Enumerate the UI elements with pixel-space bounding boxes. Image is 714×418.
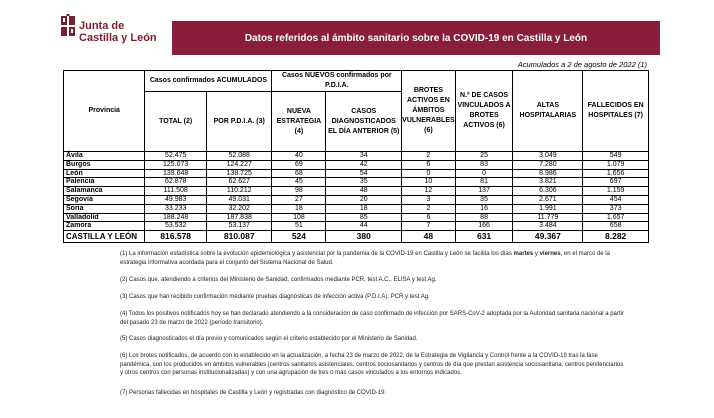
cell-brotes: 10 bbox=[402, 178, 456, 187]
cell-vinculados: 0 bbox=[455, 169, 513, 178]
cell-provincia: León bbox=[64, 169, 145, 178]
cell-provincia: Valladolid bbox=[64, 213, 145, 222]
header-fallecidos: FALLECIDOS EN HOSPITALES (7) bbox=[583, 71, 649, 152]
cell-fallecidos: 697 bbox=[583, 178, 649, 187]
cell-pdia: 52.088 bbox=[206, 152, 272, 161]
header-diagnosticados: CASOS DIAGNOSTICADOS EL DÍA ANTERIOR (5) bbox=[326, 92, 402, 152]
cell-nueva-estrategia: 18 bbox=[272, 204, 326, 213]
cell-diagnosticados: 20 bbox=[326, 195, 402, 204]
total-cell-brotes: 48 bbox=[402, 231, 456, 243]
cell-nueva-estrategia: 45 bbox=[272, 178, 326, 187]
footnote-4: (4) Todos los positivos notificados hoy se han declarado atendiendo a la consideración de caso confirmado de infección por SARS-CoV-2 adoptada por la Autoridad sanitaria nacional a partir del pasado 23 de marzo de 2022 (período transitorio). bbox=[120, 311, 624, 326]
cell-provincia: Palencia bbox=[64, 178, 145, 187]
table-row bbox=[64, 213, 649, 222]
cell-vinculados: 88 bbox=[455, 213, 513, 222]
cell-nueva-estrategia: 69 bbox=[272, 160, 326, 169]
cell-nueva-estrategia: 98 bbox=[272, 187, 326, 196]
cell-pdia: 53.137 bbox=[206, 222, 272, 231]
footnote-1-viernes: viernes bbox=[539, 251, 561, 257]
total-cell-vinculados: 631 bbox=[455, 231, 513, 243]
cell-brotes: 6 bbox=[402, 160, 456, 169]
cell-vinculados: 137 bbox=[455, 187, 513, 196]
table-row bbox=[64, 204, 649, 213]
cell-brotes: 2 bbox=[402, 152, 456, 161]
junta-logo bbox=[60, 10, 170, 56]
cell-diagnosticados: 85 bbox=[326, 213, 402, 222]
cell-altas: 2.671 bbox=[513, 195, 583, 204]
cell-brotes: 12 bbox=[402, 187, 456, 196]
total-cell-fallecidos: 8.282 bbox=[583, 231, 649, 243]
cell-fallecidos: 373 bbox=[583, 204, 649, 213]
cell-pdia: 187.838 bbox=[206, 213, 272, 222]
cell-nueva-estrategia: 40 bbox=[272, 152, 326, 161]
cell-diagnosticados: 48 bbox=[326, 187, 402, 196]
header-altas: ALTAS HOSPITALARIAS bbox=[513, 71, 583, 152]
cell-total: 62.878 bbox=[145, 178, 207, 187]
cell-nueva-estrategia: 51 bbox=[272, 222, 326, 231]
table-row bbox=[64, 160, 649, 169]
total-cell-total: 816.578 bbox=[145, 231, 207, 243]
cell-altas: 7.280 bbox=[513, 160, 583, 169]
header-group-acumulados: Casos confirmados ACUMULADOS bbox=[145, 71, 272, 92]
footnote-5: (5) Casos diagnosticados el día previo y comunicados según el criterio establecido por el Ministerio de Sanidad. bbox=[120, 336, 418, 342]
table-row bbox=[64, 152, 649, 161]
cell-diagnosticados: 44 bbox=[326, 222, 402, 231]
total-cell-nueva-estrategia: 524 bbox=[272, 231, 326, 243]
header-pdia: POR P.D.I.A. (3) bbox=[206, 92, 272, 152]
cell-nueva-estrategia: 68 bbox=[272, 169, 326, 178]
cell-brotes: 2 bbox=[402, 204, 456, 213]
cell-fallecidos: 1.656 bbox=[583, 169, 649, 178]
header-brotes: BROTES ACTIVOS EN ÁMBITOS VULNERABLES (6) bbox=[402, 71, 456, 152]
footnote-1-martes: martes bbox=[513, 251, 534, 257]
cell-total: 52.475 bbox=[145, 152, 207, 161]
cell-total: 33.233 bbox=[145, 204, 207, 213]
cell-total: 53.532 bbox=[145, 222, 207, 231]
header-total: TOTAL (2) bbox=[145, 92, 207, 152]
cell-pdia: 49.031 bbox=[206, 195, 272, 204]
cell-diagnosticados: 18 bbox=[326, 204, 402, 213]
cell-vinculados: 81 bbox=[455, 178, 513, 187]
logo-line2: Castilla y León bbox=[79, 32, 157, 44]
cell-vinculados: 83 bbox=[455, 160, 513, 169]
page-title: Datos referidos al ámbito sanitario sobre la COVID-19 en Castilla y León bbox=[244, 32, 588, 44]
header-group-nuevos: Casos NUEVOS confirmados por P.D.I.A. bbox=[272, 71, 402, 92]
cell-diagnosticados: 54 bbox=[326, 169, 402, 178]
cell-total: 139.648 bbox=[145, 169, 207, 178]
table-row bbox=[64, 222, 649, 231]
cell-altas: 6.306 bbox=[513, 187, 583, 196]
cell-fallecidos: 1.079 bbox=[583, 160, 649, 169]
header-vinculados: N.º DE CASOS VINCULADOS A BROTES ACTIVOS (6) bbox=[455, 71, 513, 152]
cell-diagnosticados: 42 bbox=[326, 160, 402, 169]
cell-altas: 11.779 bbox=[513, 213, 583, 222]
cell-pdia: 124.227 bbox=[206, 160, 272, 169]
cell-provincia: Soria bbox=[64, 204, 145, 213]
date-note: Acumulados a 2 de agosto de 2022 (1) bbox=[517, 60, 647, 69]
footnote-1-end: , en el marco de la estrategia informativa acordada para el conjunto del Sistema Nacional de Salud. bbox=[120, 251, 610, 266]
total-cell-diagnosticados: 380 bbox=[326, 231, 402, 243]
cell-fallecidos: 1.159 bbox=[583, 187, 649, 196]
total-row bbox=[64, 231, 649, 243]
cell-fallecidos: 454 bbox=[583, 195, 649, 204]
cell-provincia: Segovia bbox=[64, 195, 145, 204]
header-provincia: Provincia bbox=[64, 71, 145, 152]
cell-pdia: 62.627 bbox=[206, 178, 272, 187]
logo-line1: Junta de bbox=[79, 20, 125, 32]
cell-pdia: 32.202 bbox=[206, 204, 272, 213]
cell-vinculados: 16 bbox=[455, 204, 513, 213]
total-cell-provincia: CASTILLA Y LEÓN bbox=[64, 231, 145, 243]
table-row bbox=[64, 169, 649, 178]
cell-fallecidos: 549 bbox=[583, 152, 649, 161]
cell-total: 49.983 bbox=[145, 195, 207, 204]
table-row bbox=[64, 195, 649, 204]
cell-total: 125.073 bbox=[145, 160, 207, 169]
covid-data-table bbox=[63, 70, 649, 243]
footnote-3: (3) Casos que han recibido confirmación mediante pruebas diagnósticas de infección activa (P.D.I.A): PCR y test Ag. bbox=[120, 294, 430, 300]
cell-pdia: 110.212 bbox=[206, 187, 272, 196]
cell-provincia: Zamora bbox=[64, 222, 145, 231]
coat-of-arms-icon bbox=[60, 14, 76, 40]
cell-total: 188.248 bbox=[145, 213, 207, 222]
cell-nueva-estrategia: 108 bbox=[272, 213, 326, 222]
footnote-6: (6) Los brotes notificados, de acuerdo con lo establecido en la actualización, a fecha 23 de marzo de 2022, de la Estrategia de Vigilancia y Control frente a la COVID-19 tras la fase pandémica, son los producidos en ámbitos vulnerables (centros sanitarios asistenciales, centros sociosanitarios y centros de día que prestan asistencia sociosanitaria, centros penitenciarios y otros centros con personas institucionalizadas) y con una agrupación de tres o más casos vinculados a los entornos indicados. bbox=[120, 353, 624, 376]
cell-total: 111.508 bbox=[145, 187, 207, 196]
cell-altas: 1.991 bbox=[513, 204, 583, 213]
cell-provincia: Burgos bbox=[64, 160, 145, 169]
cell-pdia: 138.725 bbox=[206, 169, 272, 178]
table-row bbox=[64, 178, 649, 187]
table-row bbox=[64, 187, 649, 196]
cell-brotes: 0 bbox=[402, 169, 456, 178]
cell-altas: 3.821 bbox=[513, 178, 583, 187]
cell-brotes: 7 bbox=[402, 222, 456, 231]
cell-provincia: Ávila bbox=[64, 152, 145, 161]
cell-diagnosticados: 34 bbox=[326, 152, 402, 161]
footnote-7: (7) Personas fallecidas en hospitales de Castilla y León y registradas con diagnóstico de COVID-19. bbox=[120, 390, 387, 396]
cell-vinculados: 166 bbox=[455, 222, 513, 231]
title-banner bbox=[172, 21, 660, 55]
cell-fallecidos: 1.657 bbox=[583, 213, 649, 222]
total-cell-altas: 49.367 bbox=[513, 231, 583, 243]
cell-nueva-estrategia: 27 bbox=[272, 195, 326, 204]
cell-brotes: 6 bbox=[402, 213, 456, 222]
cell-altas: 3.049 bbox=[513, 152, 583, 161]
cell-fallecidos: 658 bbox=[583, 222, 649, 231]
cell-vinculados: 35 bbox=[455, 195, 513, 204]
cell-vinculados: 25 bbox=[455, 152, 513, 161]
cell-brotes: 3 bbox=[402, 195, 456, 204]
footnote-1-y: y bbox=[533, 251, 540, 257]
cell-altas: 3.484 bbox=[513, 222, 583, 231]
cell-altas: 8.986 bbox=[513, 169, 583, 178]
total-cell-pdia: 810.087 bbox=[206, 231, 272, 243]
cell-provincia: Salamanca bbox=[64, 187, 145, 196]
cell-diagnosticados: 35 bbox=[326, 178, 402, 187]
footnote-1-text: (1) La información estadística sobre la evolución epidemiológica y asistencial por la pandemia de la COVID-19 en Castilla y León se facilita los días bbox=[120, 251, 514, 257]
footnote-2: (2) Casos que, atendiendo a criterios del Ministerio de Sanidad, confirmados mediante PCR, test A.C., ELISA y test Ag. bbox=[120, 277, 437, 283]
footnote-1 bbox=[120, 250, 625, 267]
header-nueva-estrategia: NUEVA ESTRATEGIA (4) bbox=[272, 92, 326, 152]
